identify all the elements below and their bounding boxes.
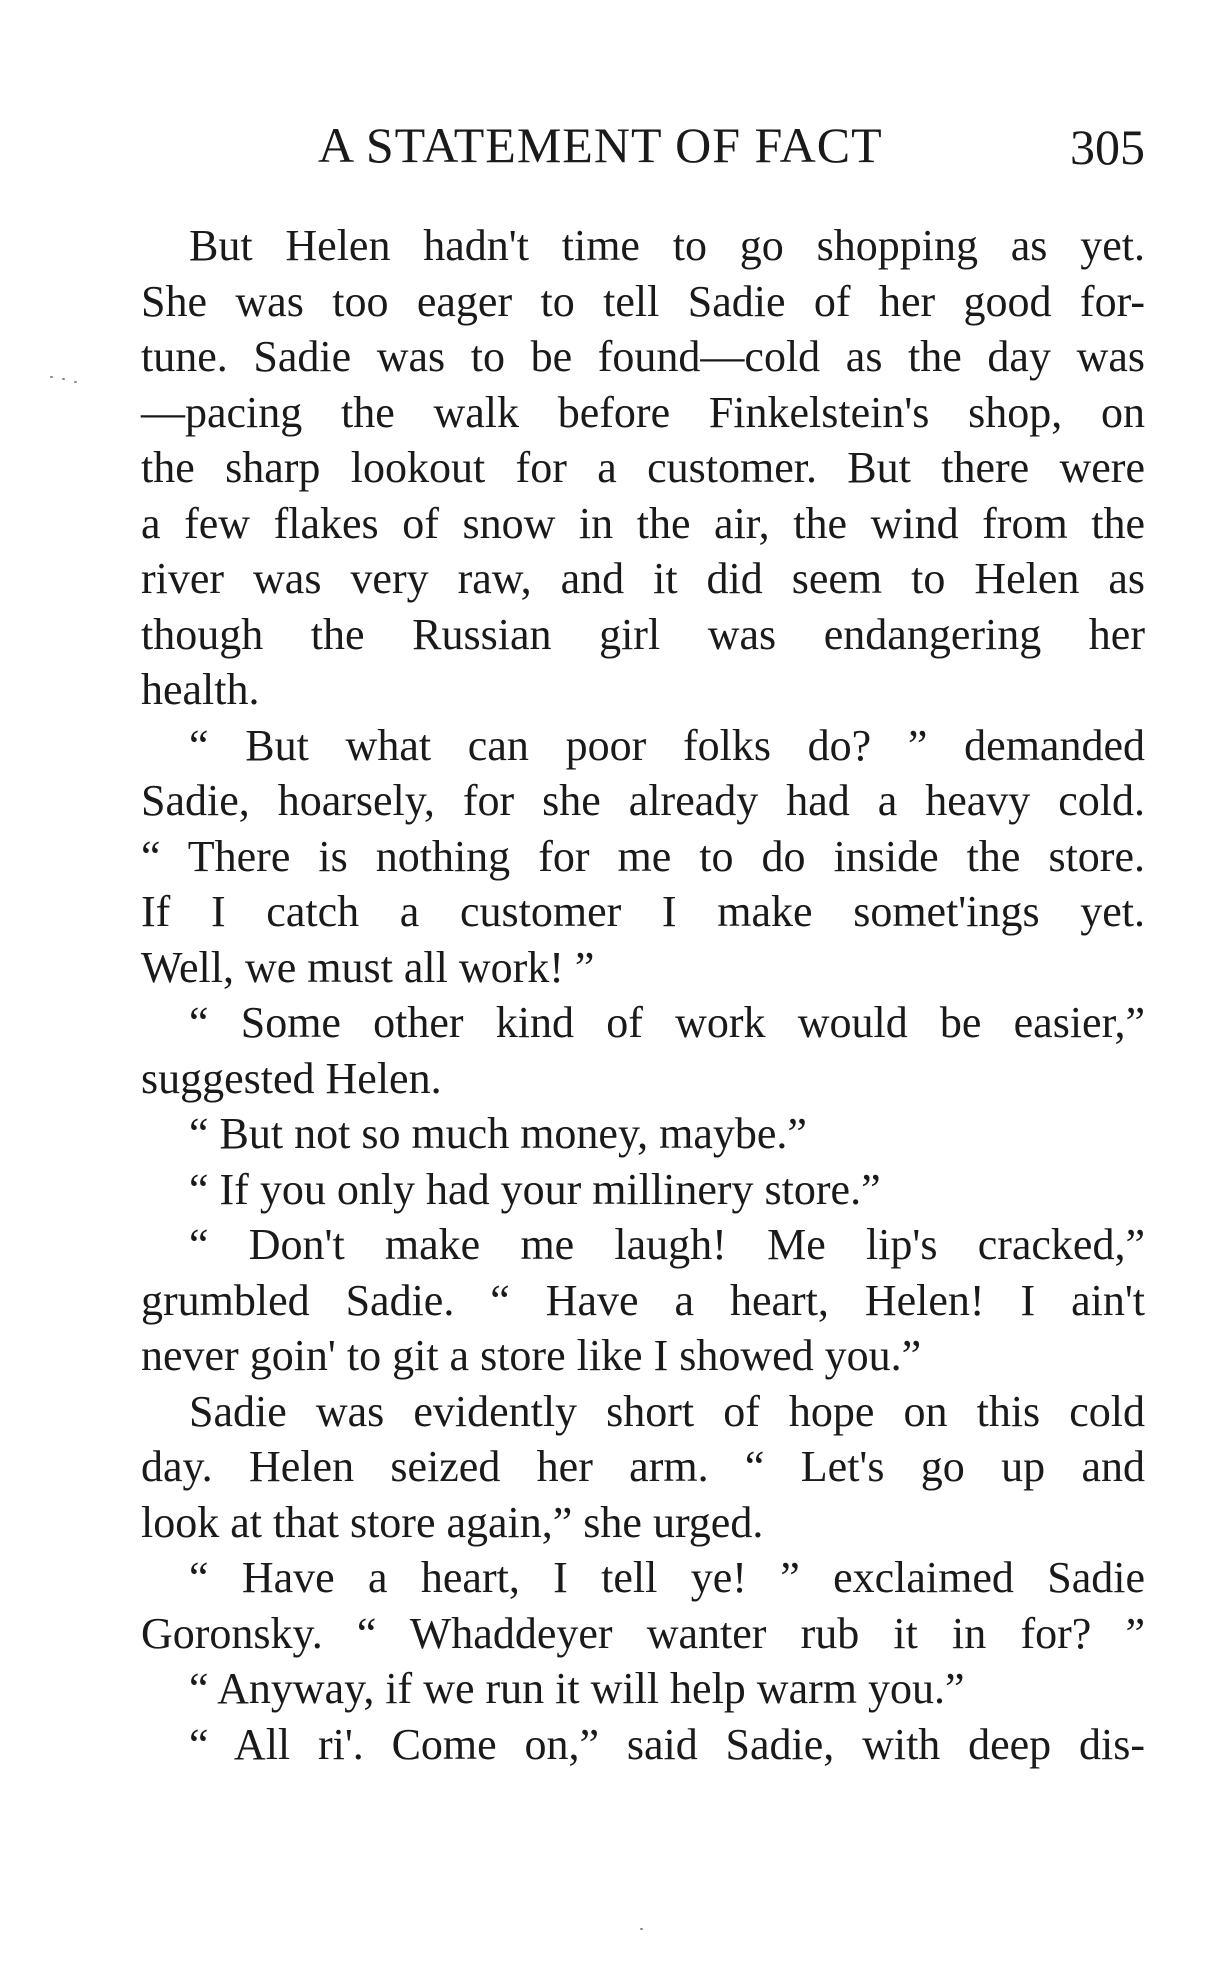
- text-line: “ All ri'. Come on,” said Sadie, with deep dis-: [189, 1719, 1145, 1769]
- text-line: “ Have a heart, I tell ye! ” exclaimed Sadie: [189, 1553, 1145, 1602]
- text-line: river was very raw, and it did seem to Helen as: [141, 554, 1145, 603]
- text-line: health.: [141, 665, 260, 714]
- text-line: But Helen hadn't time to go shopping as yet.: [189, 221, 1145, 270]
- text-line: If I catch a customer I make somet'ings yet.: [141, 887, 1145, 936]
- body-text: [141, 218, 1145, 1772]
- text-line: suggested Helen.: [141, 1053, 442, 1103]
- text-line: day. Helen seized her arm. “ Let's go up and: [141, 1442, 1145, 1491]
- text-line: Goronsky. “ Whaddeyer wanter rub it in for? ”: [141, 1608, 1145, 1658]
- text-line: “ If you only had your millinery store.”: [189, 1164, 881, 1214]
- text-line: look at that store again,” she urged.: [141, 1497, 764, 1547]
- scan-speck: [74, 381, 77, 383]
- page-number: 305: [1070, 119, 1145, 175]
- text-line: She was too eager to tell Sadie of her good for-: [141, 276, 1145, 326]
- text-line: the sharp lookout for a customer. But there were: [141, 443, 1145, 492]
- page-header: [318, 115, 1145, 175]
- scan-speck: [50, 376, 53, 378]
- text-line: “ But what can poor folks do? ” demanded: [189, 720, 1145, 770]
- text-line: a few flakes of snow in the air, the wind from the: [141, 498, 1145, 548]
- text-line: grumbled Sadie. “ Have a heart, Helen! I ain't: [141, 1275, 1145, 1325]
- text-line: “ Anyway, if we run it will help warm you.”: [189, 1664, 965, 1713]
- text-line: Sadie was evidently short of hope on this cold: [189, 1386, 1145, 1436]
- text-line: never goin' to git a store like I showed you.”: [141, 1331, 922, 1380]
- text-line: “ Don't make me laugh! Me lip's cracked,”: [189, 1220, 1145, 1269]
- text-line: tune. Sadie was to be found—cold as the day was: [141, 332, 1145, 381]
- scan-speck: [640, 1928, 643, 1930]
- text-line: Well, we must all work! ”: [141, 942, 595, 992]
- scan-speck: [62, 378, 65, 380]
- text-line: “ Some other kind of work would be easier,”: [189, 998, 1145, 1047]
- text-line: Sadie, hoarsely, for she already had a heavy cold.: [141, 776, 1145, 825]
- text-line: “ There is nothing for me to do inside the store.: [141, 831, 1145, 881]
- text-line: “ But not so much money, maybe.”: [189, 1109, 807, 1158]
- running-title: A STATEMENT OF FACT: [318, 117, 883, 173]
- text-line: —pacing the walk before Finkelstein's shop, on: [141, 387, 1145, 437]
- text-line: though the Russian girl was endangering her: [141, 609, 1145, 659]
